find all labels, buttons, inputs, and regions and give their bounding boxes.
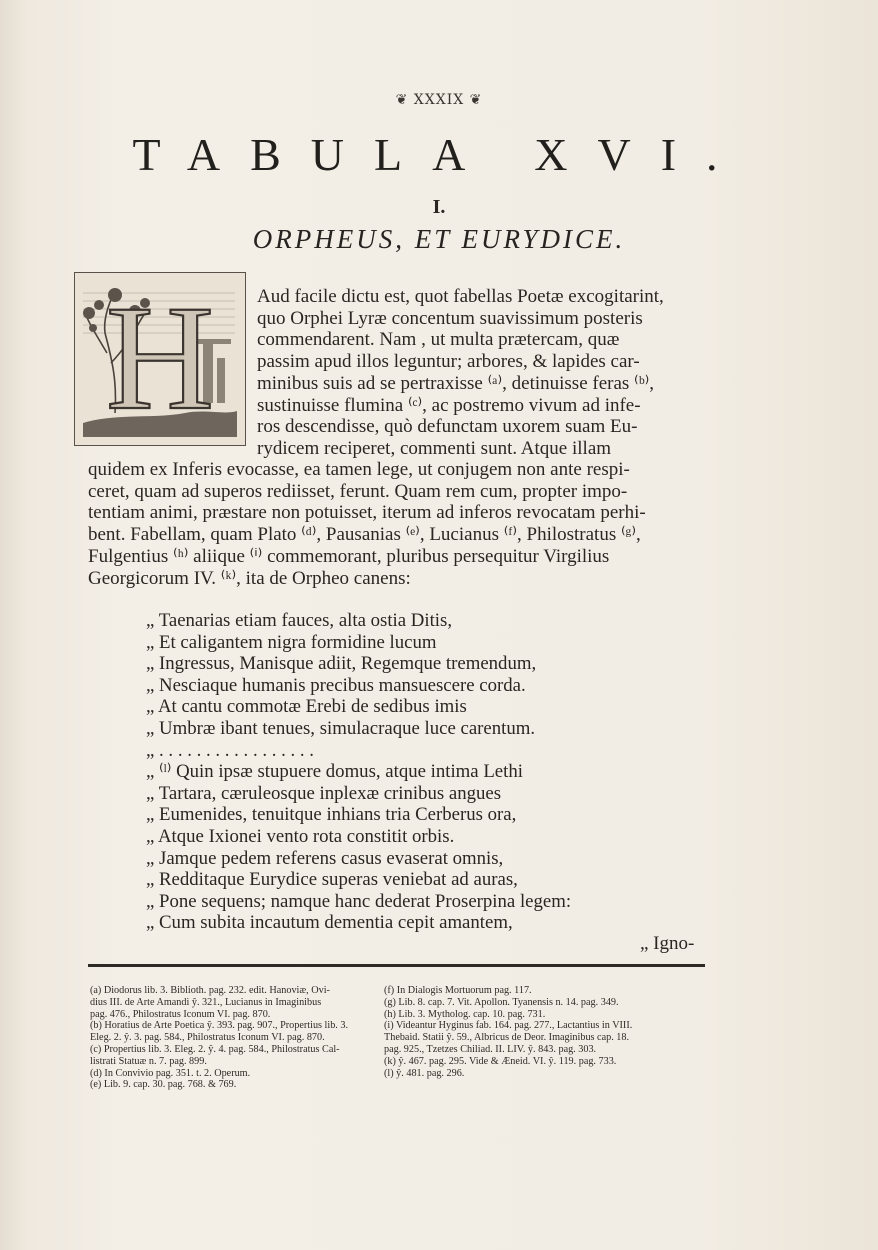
- footnote-line: (a) Diodorus lib. 3. Biblioth. pag. 232. edit. Hanoviæ, Ovi-: [90, 985, 330, 996]
- text-line: bent. Fabellam, quam Plato ⁽ᵈ⁾, Pausanias ⁽ᵉ⁾, Lucianus ⁽ᶠ⁾, Philostratus ⁽ᵍ⁾,: [88, 524, 641, 546]
- page-number: ❦ XXXIX ❦: [395, 92, 483, 108]
- footnotes-left-column: [90, 985, 348, 1091]
- engraved-initial-illustration: [75, 273, 245, 445]
- text-line: quo Orphei Lyræ concentum suavissimum posteris: [257, 307, 643, 329]
- text-line: ceret, quam ad superos rediisset, ferunt. Quam rem cum, propter impo-: [88, 480, 628, 502]
- verse-line: „ Nesciaque humanis precibus mansuescere corda.: [146, 674, 526, 696]
- verse-line: „ Jamque pedem referens casus evaserat omnis,: [146, 847, 504, 869]
- text-line: passim apud illos leguntur; arbores, & lapides car-: [257, 351, 640, 373]
- text-line: commendarent. Nam , ut multa prætercam, quæ: [257, 329, 620, 351]
- footnote-divider: [88, 964, 705, 967]
- text-line: quidem ex Inferis evocasse, ea tamen lege, ut conjugem non ante respi-: [88, 459, 630, 480]
- footnote-line: (g) Lib. 8. cap. 7. Vit. Apollon. Tyanensis n. 14. pag. 349.: [384, 996, 619, 1008]
- footnote-line: (b) Horatius de Arte Poetica ŷ. 393. pag. 907., Propertius lib. 3.: [90, 1020, 349, 1032]
- footnote-line: (c) Propertius lib. 3. Eleg. 2. ŷ. 4. pag. 584., Philostratus Cal-: [90, 1043, 340, 1055]
- verse-line: „ Pone sequens; namque hanc dederat Proserpina legem:: [146, 890, 572, 912]
- verse-line: „ ⁽ˡ⁾ Quin ipsæ stupuere domus, atque intima Lethi: [146, 761, 523, 783]
- text-line: Fulgentius ⁽ʰ⁾ aliique ⁽ⁱ⁾ commemorant, pluribus persequitur Virgilius: [88, 545, 610, 567]
- text-line: ros descendisse, quò defunctam uxorem suam Eu-: [257, 416, 638, 438]
- footnote-line: Eleg. 2. ŷ. 3. pag. 584., Philostratus Iconum VI. pag. 870.: [90, 1032, 325, 1044]
- footnotes-right-column: [384, 985, 632, 1079]
- decorated-initial: [74, 272, 246, 446]
- text-line: minibus suis ad se pertraxisse ⁽ᵃ⁾, detinuisse feras ⁽ᵇ⁾,: [257, 372, 655, 394]
- verse-line: „ . . . . . . . . . . . . . . . . .: [146, 739, 314, 761]
- verse-quotation: [146, 610, 571, 934]
- verse-line: „ At cantu commotæ Erebi de sedibus imis: [146, 696, 467, 718]
- footnote-line: pag. 476., Philostratus Iconum VI. pag. 870.: [90, 1008, 271, 1020]
- verse-line: „ Ingressus, Manisque adiit, Regemque tremendum,: [146, 653, 537, 675]
- text-line: Georgicorum IV. ⁽ᵏ⁾, ita de Orpheo canens:: [88, 567, 411, 589]
- footnote-line: Thebaid. Statii ŷ. 59., Albricus de Deor. Imaginibus cap. 18.: [384, 1032, 630, 1044]
- text-line: tentiam animi, præstare non potuisset, iterum ad inferos revocatam perhi-: [88, 502, 646, 524]
- verse-line: „ Taenarias etiam fauces, alta ostia Ditis,: [146, 610, 453, 631]
- section-subtitle: ORPHEUS, ET EURYDICE.: [252, 224, 626, 254]
- verse-line: „ Redditaque Eurydice superas veniebat ad auras,: [146, 869, 518, 891]
- initial-letter: H: [105, 275, 215, 441]
- footnote-line: (k) ŷ. 467. pag. 295. Vide & Æneid. VI. ŷ. 119. pag. 733.: [384, 1055, 617, 1067]
- footnote-line: pag. 925., Tzetzes Chiliad. II. LIV. ŷ. 843. pag. 303.: [384, 1043, 597, 1055]
- page-title: TABULA XVI.: [132, 129, 748, 180]
- catchword: „ Igno-: [640, 933, 695, 954]
- verse-line: „ Et caligantem nigra formidine lucum: [146, 631, 437, 653]
- footnote-line: (i) Videantur Hyginus fab. 164. pag. 277., Lactantius in VIII.: [384, 1020, 633, 1032]
- text-line: Aud facile dictu est, quot fabellas Poetæ excogitarint,: [257, 286, 664, 307]
- body-paragraph: [88, 459, 646, 589]
- footnote-line: (e) Lib. 9. cap. 30. pag. 768. & 769.: [90, 1079, 237, 1091]
- footnote-line: (h) Lib. 3. Mytholog. cap. 10. pag. 731.: [384, 1008, 546, 1020]
- verse-line: „ Cum subita incautum dementia cepit amantem,: [146, 912, 513, 934]
- verse-line: „ Tartara, cæruleosque inplexæ crinibus angues: [146, 782, 502, 804]
- footnote-line: listrati Statuæ n. 7. pag. 899.: [90, 1055, 207, 1067]
- intro-paragraph: [257, 286, 664, 460]
- text-line: rydicem reciperet, commenti sunt. Atque illam: [257, 437, 612, 459]
- footnote-line: dius III. de Arte Amandi ŷ. 321., Lucianus in Imaginibus: [90, 996, 322, 1008]
- verse-line: „ Umbræ ibant tenues, simulacraque luce carentum.: [146, 717, 536, 739]
- footnote-line: (d) In Convivio pag. 351. t. 2. Operum.: [90, 1067, 251, 1079]
- section-number: I.: [432, 196, 446, 218]
- footnote-line: (l) ŷ. 481. pag. 296.: [384, 1067, 465, 1079]
- footnote-line: (f) In Dialogis Mortuorum pag. 117.: [384, 985, 532, 996]
- verse-line: „ Atque Ixionei vento rota constitit orbis.: [146, 825, 455, 847]
- text-line: sustinuisse flumina ⁽ᶜ⁾, ac postremo vivum ad infe-: [257, 394, 641, 416]
- verse-line: „ Eumenides, tenuitque inhians tria Cerberus ora,: [146, 804, 517, 826]
